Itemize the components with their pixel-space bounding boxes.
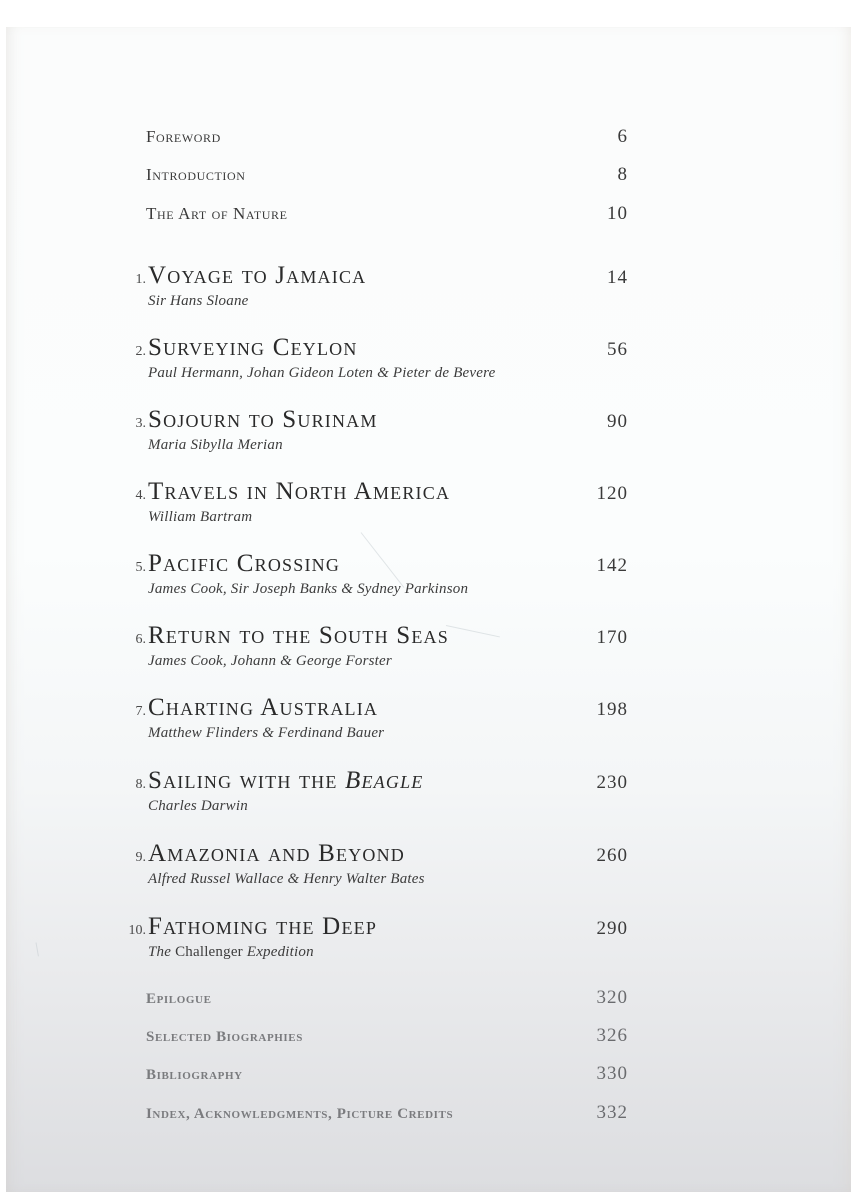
- chapter-subtitle: Matthew Flinders & Ferdinand Bauer: [148, 725, 385, 741]
- page-number: 142: [596, 555, 628, 576]
- page-number: 326: [596, 1025, 628, 1046]
- page-number: 260: [596, 845, 628, 866]
- page-number: 90: [607, 411, 628, 432]
- chapter-number: 3.: [135, 416, 146, 431]
- chapter-subtitle: William Bartram: [148, 509, 253, 525]
- chapter-number: 4.: [135, 488, 146, 503]
- chapter-number: 10.: [128, 923, 146, 938]
- toc-entry-art-of-nature[interactable]: [146, 203, 628, 225]
- page-number: 330: [596, 1063, 628, 1084]
- toc-entry-introduction[interactable]: [146, 164, 628, 186]
- toc-chapter-5[interactable]: [110, 550, 628, 598]
- chapter-title: Return to the South Seas: [148, 622, 449, 649]
- page-number: 198: [596, 699, 628, 720]
- page-number: 332: [596, 1102, 628, 1123]
- toc-chapter-4[interactable]: [110, 478, 628, 526]
- entry-label: The Art of Nature: [146, 204, 288, 223]
- chapter-number: 7.: [135, 704, 146, 719]
- entry-label: Epilogue: [146, 991, 212, 1007]
- chapter-subtitle: James Cook, Sir Joseph Banks & Sydney Parkinson: [148, 581, 469, 597]
- toc-entry-bibliography[interactable]: [146, 1063, 628, 1085]
- chapter-subtitle: The Challenger Expedition: [148, 944, 314, 960]
- chapter-subtitle: James Cook, Johann & George Forster: [148, 653, 392, 669]
- page-number: 14: [607, 267, 628, 288]
- toc-entry-selected-biographies[interactable]: [146, 1025, 628, 1047]
- chapter-subtitle: Alfred Russel Wallace & Henry Walter Bates: [148, 871, 425, 887]
- chapter-title: Charting Australia: [148, 694, 379, 721]
- entry-label: Bibliography: [146, 1067, 243, 1083]
- chapter-number: 2.: [135, 344, 146, 359]
- toc-entry-index-credits[interactable]: [146, 1102, 628, 1124]
- chapter-title: Voyage to Jamaica: [148, 262, 367, 289]
- toc-chapter-6[interactable]: [110, 622, 628, 670]
- page-number: 56: [607, 339, 628, 360]
- entry-label: Introduction: [146, 165, 246, 184]
- entry-label: Selected Biographies: [146, 1029, 303, 1045]
- chapter-title: Surveying Ceylon: [148, 334, 358, 361]
- chapter-title: Fathoming the Deep: [148, 913, 378, 940]
- entry-label: Index, Acknowledgments, Picture Credits: [146, 1106, 454, 1122]
- ship-name: Challenger: [175, 944, 243, 960]
- toc-chapter-2[interactable]: [110, 334, 628, 382]
- toc-entry-epilogue[interactable]: [146, 987, 628, 1009]
- chapter-subtitle: Paul Hermann, Johan Gideon Loten & Pieter de Bevere: [148, 365, 496, 381]
- page-number: 290: [596, 918, 628, 939]
- page-number: 8: [617, 164, 628, 185]
- chapter-title: Travels in North America: [148, 478, 451, 505]
- toc-chapter-1[interactable]: [110, 262, 628, 310]
- chapter-number: 8.: [135, 777, 146, 792]
- page-number: 6: [617, 126, 628, 147]
- toc-chapter-7[interactable]: [110, 694, 628, 742]
- chapter-title: Pacific Crossing: [148, 550, 341, 577]
- toc-chapter-9[interactable]: [110, 840, 628, 888]
- entry-label: Foreword: [146, 127, 221, 146]
- page-number: 10: [607, 203, 628, 224]
- chapter-title: Sailing with the Beagle: [148, 767, 424, 794]
- chapter-subtitle: Charles Darwin: [148, 798, 248, 814]
- chapter-number: 1.: [135, 272, 146, 287]
- chapter-subtitle: Sir Hans Sloane: [148, 293, 249, 309]
- chapter-number: 5.: [135, 560, 146, 575]
- ship-name: Beagle: [345, 767, 424, 794]
- page-number: 230: [596, 772, 628, 793]
- page-number: 320: [596, 987, 628, 1008]
- chapter-number: 9.: [135, 850, 146, 865]
- page-number: 120: [596, 483, 628, 504]
- chapter-number: 6.: [135, 632, 146, 647]
- toc-entry-foreword[interactable]: [146, 126, 628, 148]
- toc-chapter-3[interactable]: [110, 406, 628, 454]
- page-number: 170: [596, 627, 628, 648]
- chapter-title: Amazonia and Beyond: [148, 840, 406, 867]
- chapter-title: Sojourn to Surinam: [148, 406, 378, 433]
- chapter-subtitle: Maria Sibylla Merian: [148, 437, 283, 453]
- toc-chapter-10[interactable]: [110, 913, 628, 961]
- toc-chapter-8[interactable]: [110, 767, 628, 815]
